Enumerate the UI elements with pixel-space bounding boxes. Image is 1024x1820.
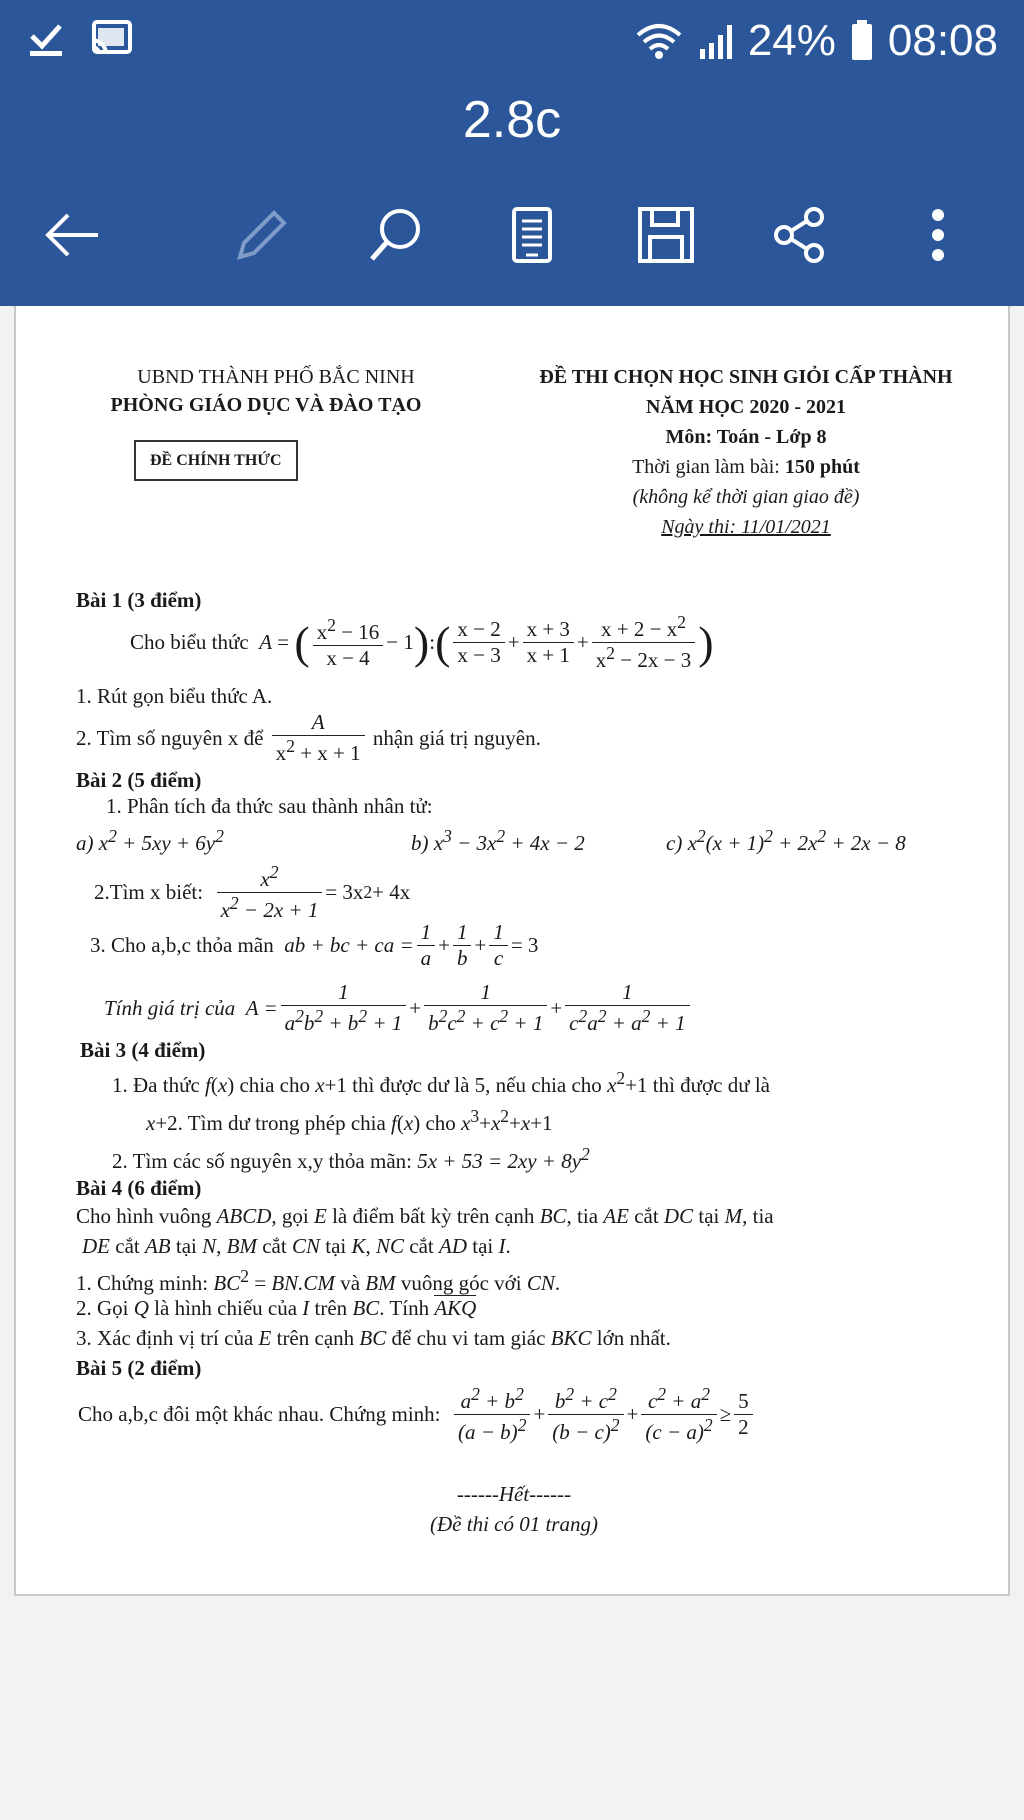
share-button[interactable] — [764, 200, 836, 270]
search-button[interactable] — [360, 200, 432, 270]
bai4-line1: Cho hình vuông ABCD, gọi E là điểm bất kỳ trên cạnh BC, tia AE cắt DC tại M, tia — [76, 1204, 774, 1228]
bai3-heading: Bài 3 (4 điểm) — [80, 1038, 206, 1062]
more-vert-icon — [928, 205, 948, 265]
bai3-q1-line2: x+2. Tìm dư trong phép chia f(x) cho $x^3+x^2+x+1$ — [146, 1106, 553, 1135]
search-icon — [366, 205, 426, 265]
exam-subject: Môn: Toán - Lớp 8 — [665, 426, 827, 448]
bai2-q1a: a) $x^2 + 5xy + 6y^2$ — [76, 826, 224, 855]
share-icon — [770, 205, 830, 265]
bai2-q1c: c) $x^2(x + 1)^2 + 2x^2 + 2x - 8$ — [666, 826, 906, 855]
mobile-view-icon — [507, 205, 557, 265]
status-bar — [0, 12, 1024, 68]
bai2-q3b: Tính giá trị của A = $\frac{1}{a^2b^2 + b^2 + 1}$ + $\frac{1}{b^2c^2 + c^2 + 1}$ + $\frac{1}{c^2a^2 + a^2 + 1}$ — [104, 980, 693, 1036]
back-arrow-icon — [42, 210, 102, 260]
reading-view-button[interactable] — [496, 200, 568, 270]
bai4-q2: 2. Gọi Q là hình chiếu của I trên BC. Tính AKQ — [76, 1296, 477, 1320]
bai5-statement: Cho a,b,c đôi một khác nhau. Chứng minh: $\frac{a^2 + b^2}{(a - b)^2}$ + $\frac{b^2 + c^2}{(b - c)^2}$ + $\frac{c^2 + a^2}{(c - a)^2}$ ≥ $\frac{5}{2}$ — [78, 1384, 756, 1445]
app-bar — [0, 0, 1024, 306]
more-options-button[interactable] — [902, 200, 974, 270]
bai1-heading: Bài 1 (3 điểm) — [76, 588, 202, 612]
org-line1: UBND THÀNH PHỐ BẮC NINH — [137, 366, 415, 388]
bai4-line2: DE cắt AB tại N, BM cắt CN tại K, NC cắt AD tại I. — [82, 1234, 511, 1258]
save-icon — [636, 205, 696, 265]
page-note: (Đề thi có 01 trang) — [430, 1512, 598, 1536]
bai2-q1: 1. Phân tích đa thức sau thành nhân tử: — [106, 794, 433, 818]
back-button[interactable] — [36, 200, 108, 270]
org-line2: PHÒNG GIÁO DỤC VÀ ĐÀO TẠO — [110, 394, 422, 416]
bai4-q3: 3. Xác định vị trí của E trên cạnh BC để chu vi tam giác BKC lớn nhất. — [76, 1326, 671, 1350]
exam-date: Ngày thi: 11/01/2021 — [661, 516, 831, 538]
toolbar — [0, 200, 1024, 270]
bai2-heading: Bài 2 (5 điểm) — [76, 768, 202, 792]
bai4-q1: 1. Chứng minh: $BC^2 = BN.CM$ và BM vuông góc với CN. — [76, 1266, 561, 1295]
exam-time: Thời gian làm bài: 150 phút — [632, 456, 860, 478]
end-marker: ------Hết------ — [456, 1482, 572, 1506]
bai3-q2: 2. Tìm các số nguyên x,y thỏa mãn: $5x + 53 = 2xy + 8y^2$ — [112, 1144, 590, 1173]
official-box: ĐỀ CHÍNH THỨC — [134, 452, 298, 470]
cast-icon — [88, 18, 134, 58]
signal-icon — [698, 21, 734, 61]
clock: 08:08 — [887, 16, 998, 65]
bai3-q1-line1: 1. Đa thức f(x) chia cho x+1 thì được dư là 5, nếu chia cho $x^2+1$ thì được dư là — [112, 1068, 770, 1097]
bai4-heading: Bài 4 (6 điểm) — [76, 1176, 202, 1200]
download-done-icon — [26, 18, 66, 58]
bai1-q1: 1. Rút gọn biểu thức A. — [76, 684, 273, 708]
battery-percent: 24% — [747, 16, 836, 65]
bai2-q1b: b) $x^3 - 3x^2 + 4x - 2$ — [411, 826, 585, 855]
battery-icon — [850, 20, 874, 62]
document-page[interactable] — [14, 306, 1010, 1596]
exam-time-note: (không kể thời gian giao đề) — [632, 486, 860, 508]
save-button[interactable] — [630, 200, 702, 270]
document-title: 2.8c — [462, 91, 562, 149]
exam-title: ĐỀ THI CHỌN HỌC SINH GIỎI CẤP THÀNH — [539, 366, 953, 388]
bai1-q2: 2. Tìm số nguyên x để $\frac{A}{x^2 + x + 1}$ nhận giá trị nguyên. — [76, 710, 541, 765]
exam-year: NĂM HỌC 2020 - 2021 — [646, 396, 846, 418]
pencil-icon — [232, 205, 292, 265]
edit-button[interactable] — [226, 200, 298, 270]
wifi-icon — [634, 21, 684, 61]
bai2-q2: 2.Tìm x biết: $\frac{x^2}{x^2 - 2x + 1}$ = 3x 2 + 4x — [94, 862, 411, 922]
bai1-expression: Cho biểu thức A = ( $\frac{x^2 - 16}{x - 4}$ − 1 ) : ( $\frac{x - 2}{x - 3}$ + $\frac{x + 3}{x + 1}$ + $\frac{x + 2 - x^2}{x^2 - 2x - 3}$ ) — [130, 612, 714, 672]
bai2-q3: 3. Cho a,b,c thỏa mãn ab + bc + ca = $\frac{1}{a}$ + $\frac{1}{b}$ + $\frac{1}{c}$ = 3 — [90, 920, 539, 970]
bai5-heading: Bài 5 (2 điểm) — [76, 1356, 202, 1380]
